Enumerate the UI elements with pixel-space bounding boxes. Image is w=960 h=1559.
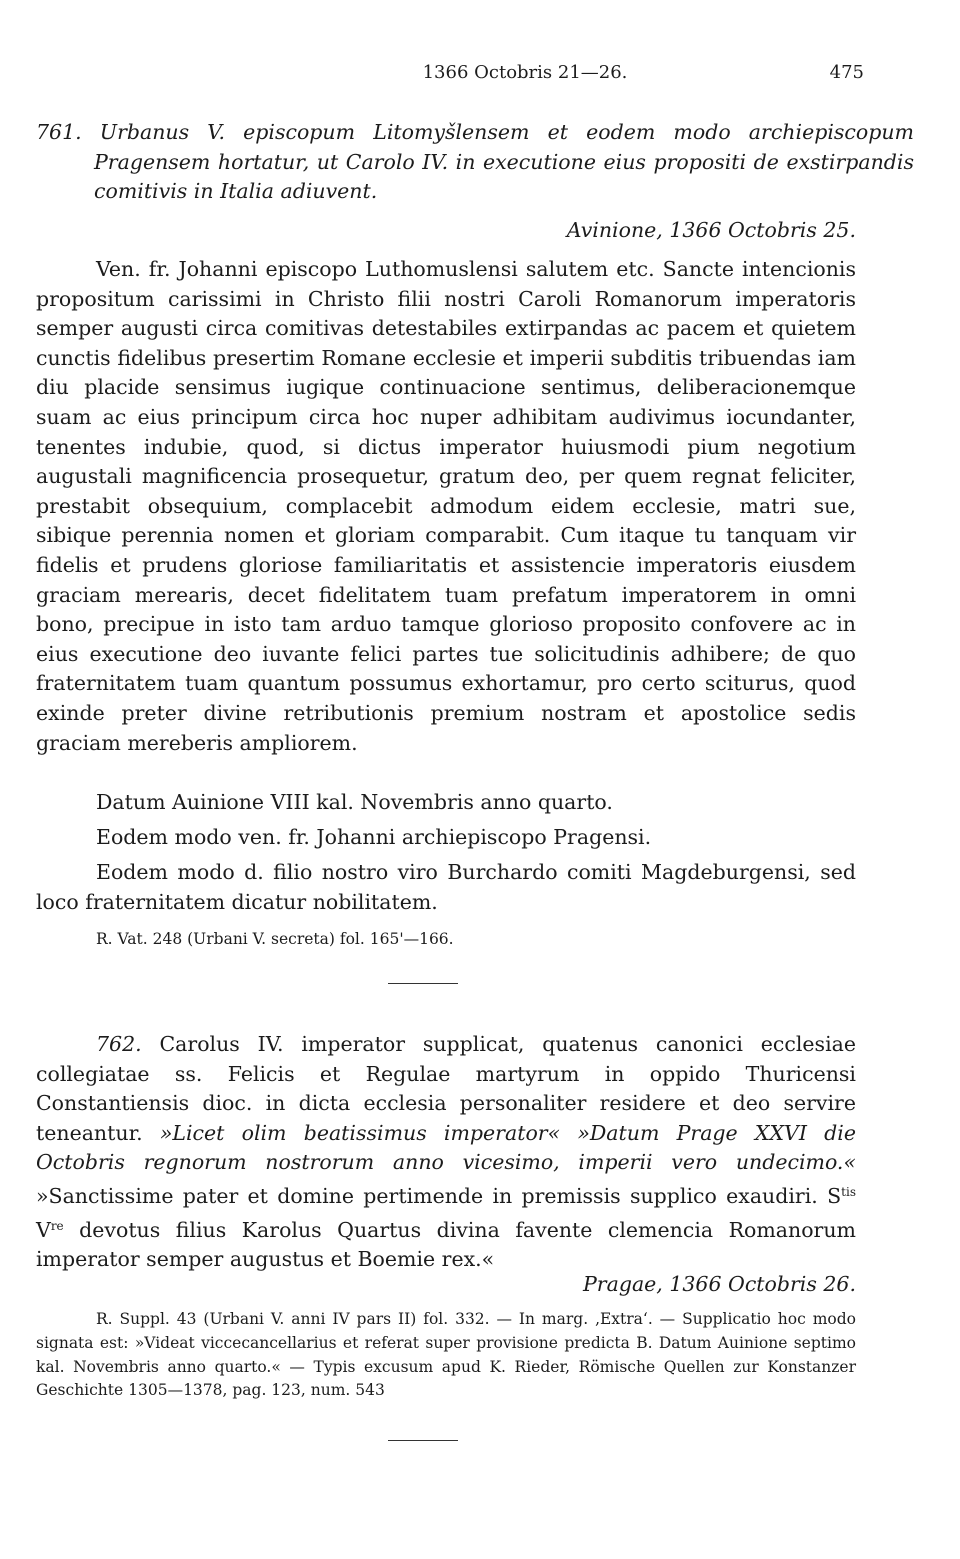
doc-761-datum: Datum Auinione VIII kal. Novembris anno quarto. <box>96 790 613 814</box>
doc-762-closing-rest: devotus filius Karolus Quartus divina favente clemencia Romanorum imperator semper augustus et Boemie rex.« <box>36 1217 856 1272</box>
doc-762-v-abbr: Vre <box>36 1217 64 1242</box>
doc-761-source: R. Vat. 248 (Urbani V. secreta) fol. 165'—166. <box>96 930 454 948</box>
doc-761-eodem-1: Eodem modo ven. fr. Johanni archiepiscopo Pragensi. <box>96 825 652 849</box>
doc-761-text: Ven. fr. Johanni episcopo Luthomuslensi salutem etc. Sancte intencionis propositum carissimi in Christo filii nostri Caroli Romanorum imperatoris semper augusti circa comitivas detestabiles extirpandas ac pacem et quietem cunctis fidelibus presertim Romane ecclesie et imperii subditis tribuendas iam diu placide sensimus iugique continuacione sentimus, deliberacionemque suam ac eius principum circa hoc nuper adhibitam audivimus iocundanter, tenentes indubie, quod, si dictus imperator huiusmodi pium negotium augustali magnificencia prosequetur, gratum deo, per quem regnat feliciter, prestabit obsequium, complacebit admodum eidem ecclesie, matri sue, sibique perennia nomen et gloriam comparabit. Cum itaque tu tanquam vir fidelis et prudens gloriose familiaritatis et assistencie imperatoris eiusdem graciam merearis, decet fidelitatem tuam prefatum imperatorem in omni bono, precipue in isto tam arduo tamque glorioso proposito confovere ac in eius executione deo iuvante felici partes tue solicitudinis adhibere; de quo fraternitatem tuam quantum possumus exhortamur, pro certo sciturus, quod exinde preter divine retributionis premium nostram et apostolice sedis graciam mereberis ampliorem. <box>36 257 856 755</box>
page-number: 475 <box>829 62 864 83</box>
running-header <box>36 62 864 92</box>
separator-rule <box>388 983 458 984</box>
doc-762-incipit: »Licet olim beatissimus imperator« »Datum Prage XXVI die Octobris regnorum nostrorum anno vicesimo, imperii vero undecimo.« <box>36 1120 856 1175</box>
bottom-separator-rule <box>388 1440 458 1441</box>
doc-762-number: 762. <box>96 1032 142 1056</box>
doc-761-eodem-2: Eodem modo d. filio nostro viro Burchardo comiti Magdeburgensi, sed loco fraternitatem dicatur nobilitatem. <box>36 860 856 914</box>
doc-762-text: Carolus IV. imperator supplicat, quatenus canonici ecclesiae collegiatae ss. Felicis et Regulae martyrum in oppido Thuricensi Constantiensis dioc. in dicta ecclesia personaliter residere et deo servire teneantur. <box>36 1032 856 1145</box>
doc-762-closing: »Sanctissime pater et domine pertimende in premissis supplico exaudiri. <box>36 1183 818 1208</box>
doc-761-summary-text: Urbanus V. episcopum Litomyšlensem et eodem modo archiepiscopum Pragensem hortatur, ut Carolo IV. in executione eius propositi de exstirpandis comitivis in Italia adiuvent. <box>94 120 914 204</box>
doc-762-place-date: Pragae, 1366 Octobris 26. <box>583 1272 856 1296</box>
doc-761-summary <box>36 118 914 207</box>
doc-762-s-abbr: $S^{tis}$ <box>827 1183 856 1208</box>
doc-762-regest <box>36 1030 856 1275</box>
header-title: 1366 Octobris 21—26. <box>422 62 628 83</box>
doc-762-source-note: R. Suppl. 43 (Urbani V. anni IV pars II) fol. 332. — In marg. ‚Extra‘. — Supplicatio hoc modo signata est: »Videat viccecancellarius et referat super provisione predicta B. Datum Auinione septimo kal. Novembris anno quarto.« — Typis excusum apud K. Rieder, Römische Quellen zur Konstanzer Geschichte 1305—1378, pag. 123, num. 543 <box>36 1310 856 1400</box>
doc-761-number: 761. <box>36 120 82 144</box>
doc-761-place-date: Avinione, 1366 Octobris 25. <box>566 218 856 242</box>
